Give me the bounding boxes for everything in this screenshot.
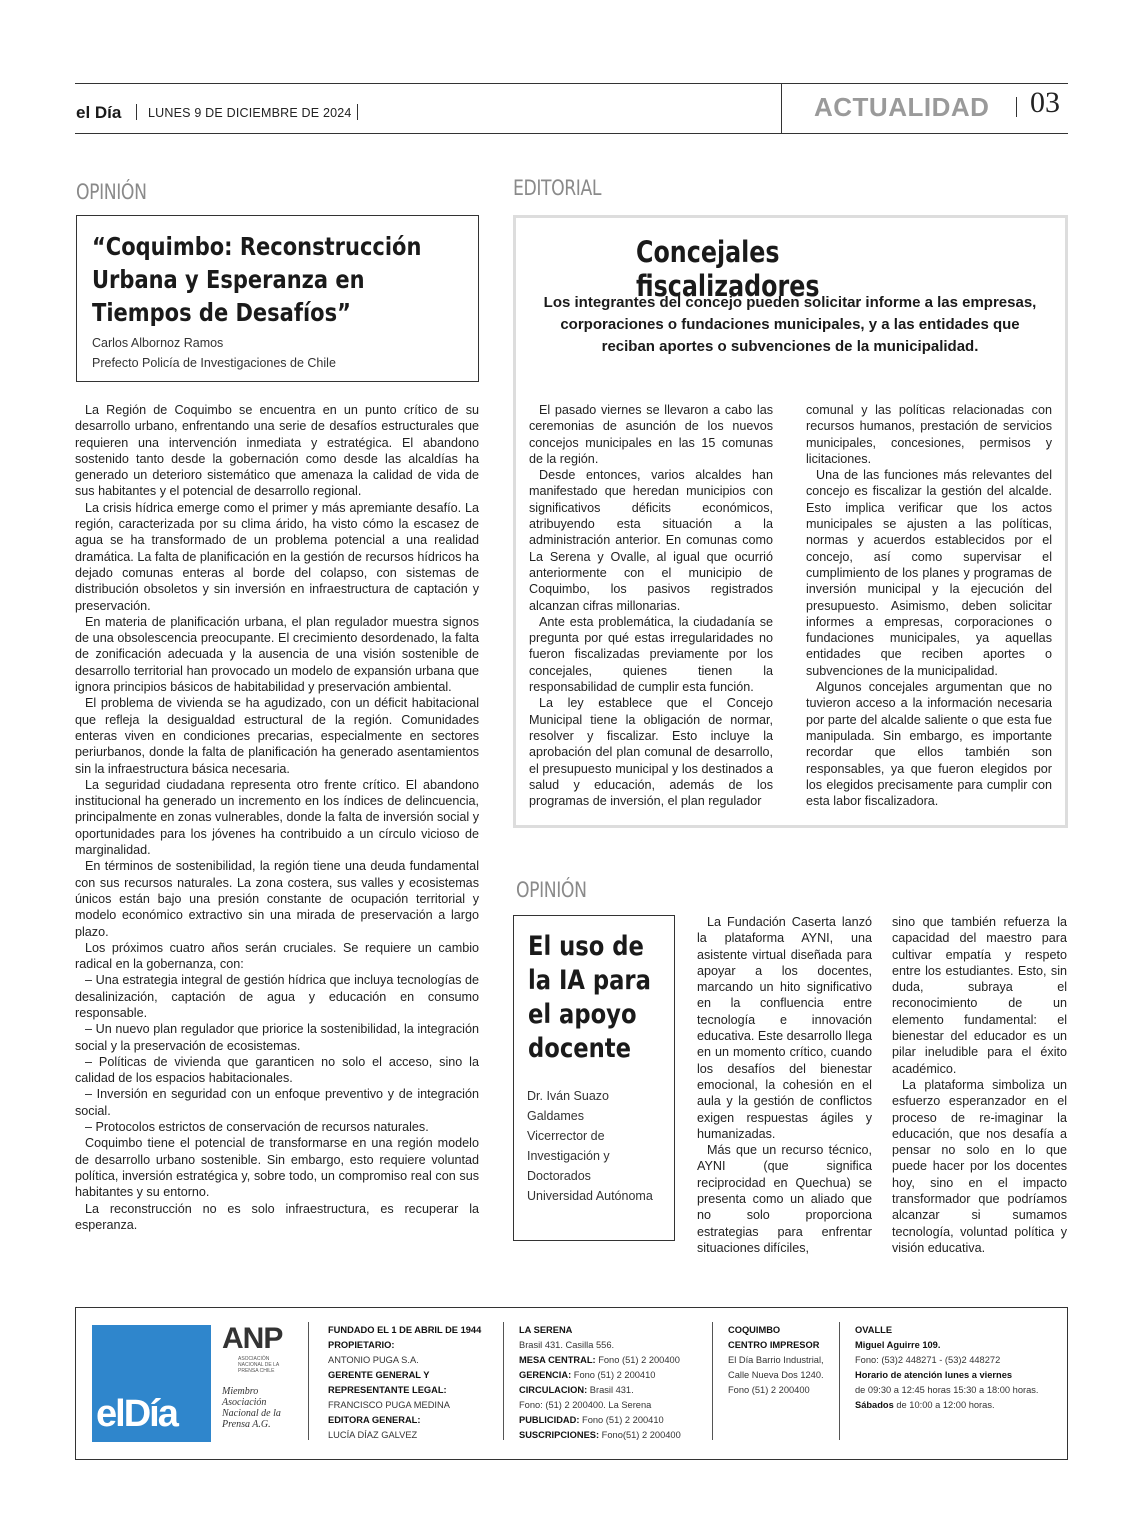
opinion2-column-2 bbox=[892, 914, 1067, 1256]
header-divider bbox=[781, 84, 782, 134]
owner-value: ANTONIO PUGA S.A. bbox=[328, 1355, 419, 1365]
suscripciones-value: Fono(51) 2 200400 bbox=[601, 1430, 681, 1440]
body-paragraph: Algunos concejales argumentan que no tuvieron acceso a la información necesaria por parte del alcalde saliente o que esta fue manipulada. Sin embargo, es importante recordar que ellos también son responsables, ya que fueron elegidos por los elegidos precisamente para cumplir con esta labor fiscalizadora. bbox=[806, 680, 1052, 809]
serena-address: Brasil 431. Casilla 556. bbox=[519, 1340, 615, 1350]
header-bottom-rule bbox=[75, 133, 1068, 134]
editorial-title: Concejales fiscalizadores bbox=[636, 235, 820, 303]
opinion2-author bbox=[527, 1086, 653, 1206]
ovalle-phone: Fono: (53)2 448271 - (53)2 448272 bbox=[855, 1355, 1001, 1365]
coquimbo-title: COQUIMBO bbox=[728, 1325, 781, 1335]
issue-date: LUNES 9 DE DICIEMBRE DE 2024 bbox=[148, 106, 352, 120]
opinion-kicker: OPINIÓN bbox=[76, 180, 147, 204]
opinion-title: “Coquimbo: Reconstrucción Urbana y Esperanza en Tiempos de Desafíos” bbox=[92, 232, 422, 327]
publicidad-value: Fono (51) 2 200410 bbox=[582, 1415, 664, 1425]
opinion-body bbox=[75, 402, 479, 1233]
footer-column-ovalle bbox=[855, 1323, 1060, 1413]
body-paragraph: – Un nuevo plan regulador que priorice la sostenibilidad, la integración social y la preservación de ecosistemas. bbox=[75, 1022, 479, 1053]
body-paragraph: La ley establece que el Concejo Municipal tiene la obligación de normar, resolver y fiscalizar. Esto incluye la aprobación del plan comunal de desarrollo, el presupuesto municipal y los destinados a salud y educación, además de los programas de inversión, el plan regulador bbox=[529, 696, 773, 809]
eldia-logo bbox=[92, 1325, 211, 1442]
footer-column-la-serena bbox=[519, 1323, 709, 1443]
header-divider bbox=[136, 104, 137, 120]
owner-label: PROPIETARIO: bbox=[328, 1340, 395, 1350]
body-paragraph: Más que un recurso técnico, AYNI (que significa reciprocidad en Quechua) se presenta como un aliado que no solo proporciona estrategias para enfrentar situaciones difíciles, bbox=[697, 1143, 872, 1255]
body-paragraph: Desde entonces, varios alcaldes han manifestado que heredan municipios con significativos déficits económicos, atribuyendo esta situación a la administración anterior. En comunas como La Serena y Ovalle, al igual que ocurrió anteriormente con el municipio de Coquimbo, los pasivos registrados alcanzan cifras millonarias. bbox=[529, 468, 773, 613]
author-line: Galdames bbox=[527, 1109, 584, 1123]
body-paragraph: Una de las funciones más relevantes del concejo es fiscalizar la gestión del alcalde. Esto implica verificar que los actos municipales se ajusten a las políticas, normas y acuerdos establecidos por el concejo, así como supervisar el cumplimiento de los planes y programas de inversión municipal y la ejecución del presupuesto. Asimismo, deben solicitar informes a empresas, corporaciones o fundaciones municipales, ya aquellas entidades que reciben aportes o subvenciones de la municipalidad. bbox=[806, 468, 1052, 678]
coquimbo-line-2: Calle Nueva Dos 1240. bbox=[728, 1370, 824, 1380]
ovalle-address: Miguel Aguirre 109. bbox=[855, 1340, 941, 1350]
header-divider bbox=[1016, 97, 1017, 117]
publicidad-label: PUBLICIDAD: bbox=[519, 1415, 580, 1425]
opinion2-title-box bbox=[513, 915, 675, 1241]
founded-line: FUNDADO EL 1 DE ABRIL DE 1944 bbox=[328, 1325, 482, 1335]
coquimbo-line-1: El Día Barrio Industrial, bbox=[728, 1355, 824, 1365]
mesa-label: MESA CENTRAL: bbox=[519, 1355, 596, 1365]
page-number: 03 bbox=[1030, 86, 1060, 119]
coquimbo-line-3: Fono (51) 2 200400 bbox=[728, 1385, 810, 1395]
section-name: ACTUALIDAD bbox=[814, 92, 990, 122]
footer-column-coquimbo bbox=[728, 1323, 838, 1398]
opinion2-continuation: sino que también refuerza la capacidad del maestro para cultivar empatía y respeto entre los estudiantes. Esto, sin duda, subraya el reconocimiento de un elemento fundamental: el bienestar del educador es un pilar ineludible para el éxito académico. bbox=[892, 915, 1067, 1076]
editor-label: EDITORA GENERAL: bbox=[328, 1415, 421, 1425]
body-paragraph: La Región de Coquimbo se encuentra en un punto crítico de su desarrollo urbano, enfrentando una serie de desafíos estructurales que requieren una intervención inmediata y estratégica. El abandono sostenido tanto desde la gobernación como desde las alcaldías ha generado un deterioro sistemático que amenaza la calidad de vida de sus habitantes y el potencial de desarrollo regional. bbox=[75, 403, 479, 499]
body-paragraph: La seguridad ciudadana representa otro frente crítico. El abandono institucional ha generado un incremento en los índices de delincuencia, principalmente en zonas vulnerables, donde la falta de inversión social y oportunidades para los jóvenes ha contribuido a un círculo vicioso de marginalidad. bbox=[75, 777, 479, 858]
opinion-author: Carlos Albornoz Ramos bbox=[92, 336, 224, 350]
body-paragraph: En materia de planificación urbana, el plan regulador muestra signos de una obsolescencia preocupante. El crecimiento desordenado, la falta de zonificación adecuada y la ausencia de una visión sostenible de desarrollo territorial han provocado un modelo de expansión urbana que ignora principios básicos de habitabilidad y preservación ambiental. bbox=[75, 614, 479, 695]
manager-value: FRANCISCO PUGA MEDINA bbox=[328, 1400, 450, 1410]
body-paragraph: Los próximos cuatro años serán cruciales. Se requiere un cambio radical en la gobernanza, con: bbox=[75, 940, 479, 972]
coquimbo-subtitle: CENTRO IMPRESOR bbox=[728, 1340, 820, 1350]
author-line: Universidad Autónoma bbox=[527, 1189, 653, 1203]
author-line: Doctorados bbox=[527, 1169, 591, 1183]
editorial-lead: Los integrantes del concejo pueden solicitar informe a las empresas, corporaciones o fundaciones municipales, y a las entidades que reciban aportes o subvenciones de la municipalidad. bbox=[543, 294, 1037, 355]
body-paragraph: – Inversión en seguridad con un enfoque preventivo y de integración social. bbox=[75, 1087, 479, 1118]
editorial-kicker: EDITORIAL bbox=[513, 176, 602, 200]
circulacion-label: CIRCULACION: bbox=[519, 1385, 588, 1395]
ovalle-saturday-hours: de 10:00 a 12:00 horas. bbox=[896, 1400, 995, 1410]
body-paragraph: La reconstrucción no es solo infraestructura, es recuperar la esperanza. bbox=[75, 1201, 479, 1232]
serena-title: LA SERENA bbox=[519, 1325, 573, 1335]
header-divider bbox=[357, 104, 358, 120]
ovalle-hours: de 09:30 a 12:45 horas 15:30 a 18:00 horas. bbox=[855, 1385, 1039, 1395]
gerencia-label: GERENCIA: bbox=[519, 1370, 572, 1380]
author-line: Investigación y bbox=[527, 1149, 610, 1163]
anp-logo-mark: ANP bbox=[222, 1322, 283, 1355]
body-paragraph: La crisis hídrica emerge como el primer y más apremiante desafío. La región, caracterizada por su clima árido, ha visto cómo la escasez de agua se ha transformado de un problema potencial a una realidad dramática. La falta de planificación en la gestión de recursos hídricos ha dejado comunas enteras al borde del colapso, con sistemas de distribución obsoletos y sin inversión en infraestructura de captación y preservación. bbox=[75, 500, 479, 613]
body-paragraph: En términos de sostenibilidad, la región tiene una deuda fundamental con sus recursos naturales. La zona costera, sus valles y ecosistemas únicos están bajo una presión constante de ocupación territorial y modelo económico extractivo sin una mirada de preservación a largo plazo. bbox=[75, 859, 479, 939]
body-paragraph: La plataforma simboliza un esfuerzo esperanzador en el proceso de re-imaginar la educación, que nos desafía a pensar no solo en lo que puede hacer por los docentes hoy, sino en el impacto transformador que podríamos alcanzar si sumamos tecnología, voluntad política y visión educativa. bbox=[892, 1077, 1067, 1255]
editorial-column-1 bbox=[529, 402, 773, 809]
gerencia-value: Fono (51) 2 200410 bbox=[573, 1370, 656, 1380]
opinion2-title: El uso de la IA para el apoyo docente bbox=[528, 931, 651, 1064]
body-paragraph: Coquimbo tiene el potencial de transformarse en una región modelo de desarrollo urbano sostenible. Sin embargo, esto requiere voluntad política, inversión estratégica y, sobre todo, un compromiso real con sus habitantes y su entorno. bbox=[75, 1136, 479, 1200]
anp-logo-subtitle: ASOCIACIÓN NACIONAL DE LA PRENSA CHILE bbox=[238, 1356, 279, 1374]
ovalle-hours-label: Horario de atención lunes a viernes bbox=[855, 1370, 1013, 1380]
footer-divider bbox=[839, 1322, 840, 1440]
body-paragraph: – Una estrategia integral de gestión hídrica que incluya tecnologías de desalinización, captación de agua y educación en consumo responsable. bbox=[75, 973, 479, 1020]
opinion-title-box bbox=[76, 215, 479, 382]
masthead-brand: el Día bbox=[76, 103, 122, 122]
editorial-column-2 bbox=[806, 402, 1052, 809]
author-line: Dr. Iván Suazo bbox=[527, 1089, 609, 1103]
mesa-value: Fono (51) 2 200400 bbox=[598, 1355, 680, 1365]
footer-divider bbox=[503, 1322, 504, 1440]
logo-text: elDía bbox=[96, 1393, 177, 1435]
footer-divider bbox=[712, 1322, 713, 1440]
circulacion-value: Brasil 431. bbox=[589, 1385, 634, 1395]
opinion-author-role: Prefecto Policía de Investigaciones de Chile bbox=[92, 356, 336, 370]
opinion2-kicker: OPINIÓN bbox=[516, 878, 587, 902]
editor-value: LUCÍA DÍAZ GALVEZ bbox=[328, 1430, 418, 1440]
editorial-continuation: comunal y las políticas relacionadas con recursos humanos, prestación de servicios municipales, concesiones, permisos y licitaciones. bbox=[806, 403, 1052, 466]
body-paragraph: El problema de vivienda se ha agudizado, con un déficit habitacional que refleja la desigualdad estructural de la región. Comunidades enteras viven en condiciones precarias, especialmente en sectores periurbanos, donde la falta de planificación ha generado asentamientos sin la infraestructura básica necesaria. bbox=[75, 696, 479, 776]
circulacion-phone: Fono: (51) 2 200400. La Serena bbox=[519, 1400, 652, 1410]
anp-logo bbox=[222, 1322, 290, 1374]
author-line: Vicerrector de bbox=[527, 1129, 605, 1143]
opinion2-column-1 bbox=[697, 914, 872, 1256]
suscripciones-label: SUSCRIPCIONES: bbox=[519, 1430, 600, 1440]
body-paragraph: El pasado viernes se llevaron a cabo las ceremonias de asunción de los nuevos concejos municipales en las 15 comunas de la región. bbox=[529, 403, 773, 466]
ovalle-title: OVALLE bbox=[855, 1325, 893, 1335]
member-note: Miembro Asociación Nacional de la Prensa A.G. bbox=[222, 1386, 281, 1430]
body-paragraph: Ante esta problemática, la ciudadanía se pregunta por qué estas irregularidades no fueron fiscalizadas previamente por los concejales, quienes tienen la responsabilidad de cumplir esta función. bbox=[529, 614, 773, 695]
body-paragraph: – Políticas de vivienda que garanticen no solo el acceso, sino la calidad de los espacios habitacionales. bbox=[75, 1054, 479, 1086]
manager-label: GERENTE GENERAL Y REPRESENTANTE LEGAL: bbox=[328, 1370, 447, 1395]
ovalle-saturday-label: Sábados bbox=[855, 1400, 894, 1410]
header-top-rule bbox=[75, 83, 1068, 84]
footer-column-founding bbox=[328, 1323, 498, 1443]
body-paragraph: – Protocolos estrictos de conservación de recursos naturales. bbox=[85, 1120, 429, 1135]
footer-divider bbox=[308, 1322, 309, 1440]
body-paragraph: La Fundación Caserta lanzó la plataforma AYNI, una asistente virtual diseñada para apoyar a los docentes, marcando un hito significativo en la confluencia entre tecnología e innovación educativa. Este desarrollo llega en un momento crítico, cuando los desafíos del bienestar emocional, la cohesión en el aula y la gestión de conflictos exigen respuestas ágiles y humanizadas. bbox=[697, 915, 873, 1141]
